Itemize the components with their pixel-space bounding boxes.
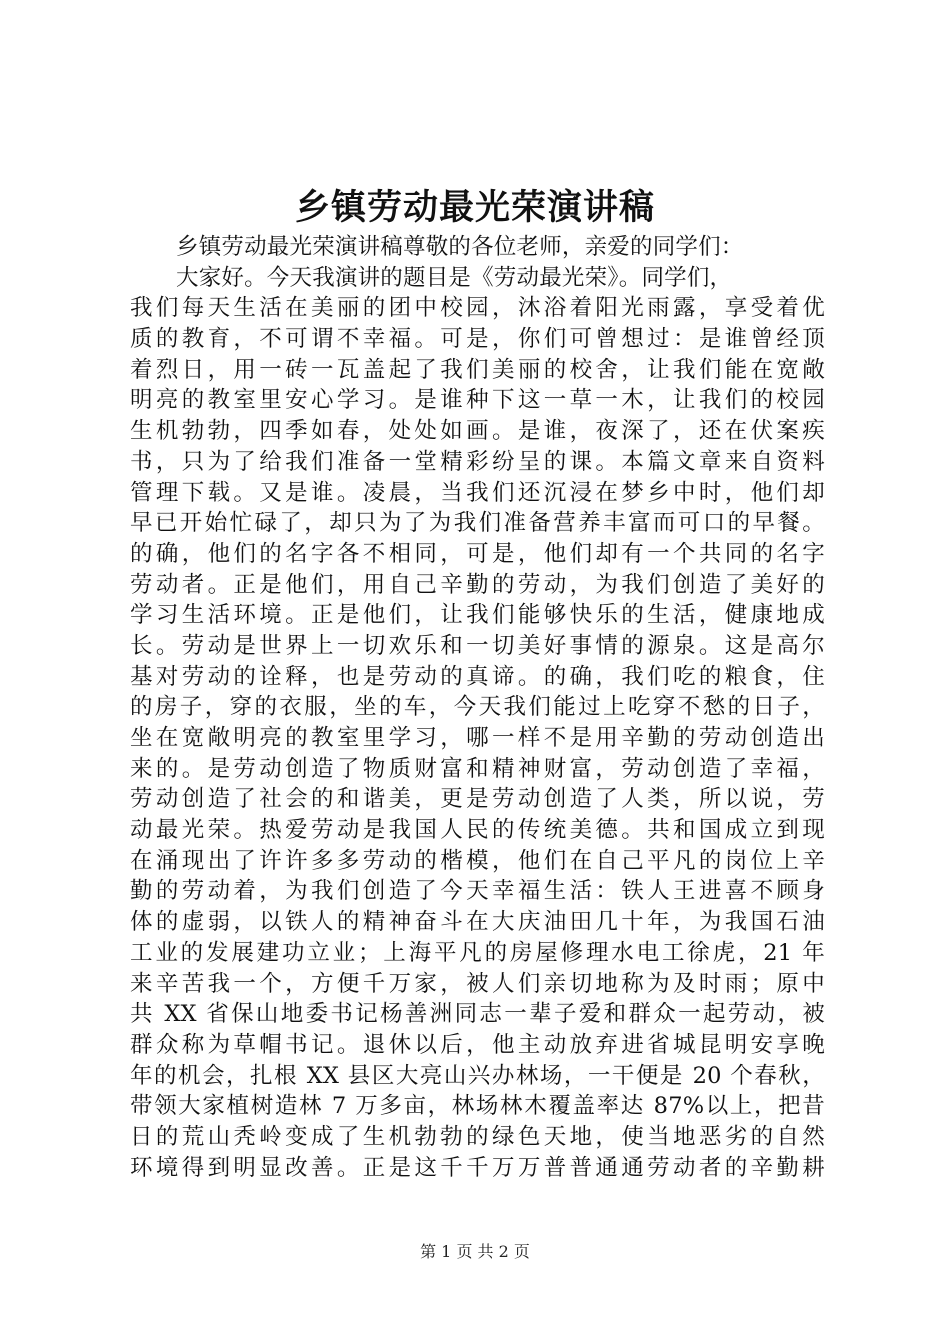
paragraph-line: 的房子，穿的衣服，坐的车，今天我们能过上吃穿不愁的日子， xyxy=(130,694,825,721)
paragraph-line: 来辛苦我一个，方便千万家，被人们亲切地称为及时雨；原中 xyxy=(130,970,825,997)
paragraph-line: 体的虚弱，以铁人的精神奋斗在大庆油田几十年，为我国石油 xyxy=(130,909,825,936)
paragraph-line: 书，只为了给我们准备一堂精彩纷呈的课。本篇文章来自资料 xyxy=(130,448,825,475)
paragraph-line: 日的荒山秃岭变成了生机勃勃的绿色天地，使当地恶劣的自然 xyxy=(130,1123,825,1150)
paragraph-line: 年的机会，扎根 XX 县区大亮山兴办林场，一干便是 20 个春秋， xyxy=(130,1062,825,1089)
paragraph-line: 长。劳动是世界上一切欢乐和一切美好事情的源泉。这是高尔 xyxy=(130,632,825,659)
paragraph-line: 共 XX 省保山地委书记杨善洲同志一辈子爱和群众一起劳动，被 xyxy=(130,1001,825,1028)
paragraph-line: 大家好。今天我演讲的题目是《劳动最光荣》。同学们， xyxy=(176,264,733,291)
page-footer: 第 1 页 共 2 页 xyxy=(420,1242,530,1261)
paragraph-line: 工业的发展建功立业；上海平凡的房屋修理水电工徐虎，21 年 xyxy=(130,939,825,966)
paragraph-line: 环境得到明显改善。正是这千千万万普普通通劳动者的辛勤耕 xyxy=(130,1154,825,1181)
paragraph-line: 动最光荣。热爱劳动是我国人民的传统美德。共和国成立到现 xyxy=(130,817,825,844)
paragraph-line: 生机勃勃，四季如春，处处如画。是谁，夜深了，还在伏案疾 xyxy=(130,418,825,445)
paragraph-line: 管理下载。又是谁。凌晨，当我们还沉浸在梦乡中时，他们却 xyxy=(130,479,825,506)
paragraph-line: 我们每天生活在美丽的团中校园，沐浴着阳光雨露，享受着优 xyxy=(130,295,825,322)
paragraph-line: 来的。是劳动创造了物质财富和精神财富，劳动创造了幸福， xyxy=(130,755,825,782)
paragraph-line: 乡镇劳动最光荣演讲稿尊敬的各位老师，亲爱的同学们： xyxy=(176,234,744,260)
paragraph-line: 劳动者。正是他们，用自己辛勤的劳动，为我们创造了美好的 xyxy=(130,571,825,598)
document-title: 乡镇劳动最光荣演讲稿 xyxy=(294,187,655,228)
paragraph-line: 早已开始忙碌了，却只为了为我们准备营养丰富而可口的早餐。 xyxy=(130,510,825,537)
paragraph-line: 的确，他们的名字各不相同，可是，他们却有一个共同的名字 xyxy=(130,540,825,567)
paragraph-line: 质的教育，不可谓不幸福。可是，你们可曾想过：是谁曾经顶 xyxy=(130,326,825,353)
paragraph-line: 在涌现出了许许多多劳动的楷模，他们在自己平凡的岗位上辛 xyxy=(130,847,825,874)
paragraph-line: 着烈日，用一砖一瓦盖起了我们美丽的校舍，让我们能在宽敞 xyxy=(130,356,825,383)
paragraph-line: 学习生活环境。正是他们，让我们能够快乐的生活，健康地成 xyxy=(130,602,825,629)
paragraph-line: 明亮的教室里安心学习。是谁种下这一草一木，让我们的校园 xyxy=(130,387,825,414)
paragraph-line: 基对劳动的诠释，也是劳动的真谛。的确，我们吃的粮食，住 xyxy=(130,663,825,690)
paragraph-line: 劳动创造了社会的和谐美，更是劳动创造了人类，所以说，劳 xyxy=(130,786,825,813)
paragraph-line: 群众称为草帽书记。退休以后，他主动放弃进省城昆明安享晚 xyxy=(130,1031,825,1058)
paragraph-line: 勤的劳动着，为我们创造了今天幸福生活：铁人王进喜不顾身 xyxy=(130,878,825,905)
paragraph-line: 坐在宽敞明亮的教室里学习，哪一样不是用辛勤的劳动创造出 xyxy=(130,725,825,751)
paragraph-line: 带领大家植树造林 7 万多亩，林场林木覆盖率达 87%以上，把昔 xyxy=(130,1093,825,1120)
document-body xyxy=(130,232,825,1183)
